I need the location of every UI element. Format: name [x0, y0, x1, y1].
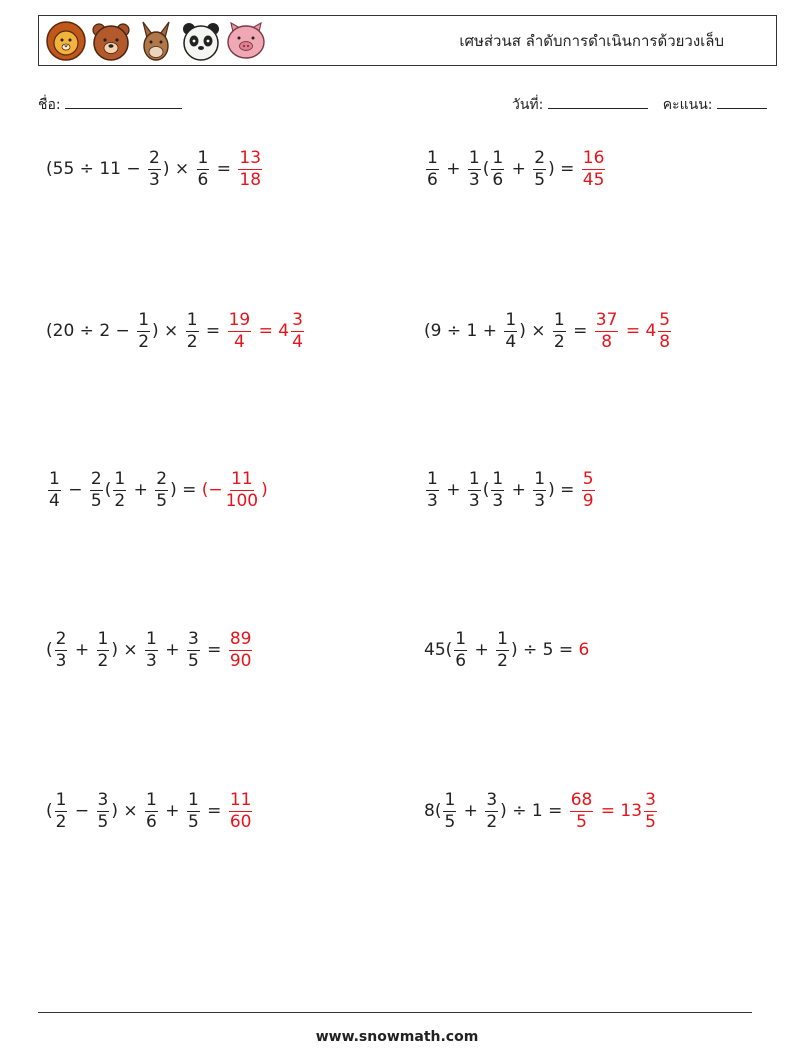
fraction — [48, 470, 61, 510]
fraction — [55, 630, 68, 670]
fraction — [443, 791, 456, 831]
lion-icon — [45, 20, 87, 62]
numerator: 37 — [595, 309, 618, 330]
numerator: 1 — [455, 628, 467, 649]
answer-text: 6 — [578, 640, 590, 660]
numerator: 1 — [97, 628, 109, 649]
expression-text: + — [69, 640, 95, 660]
fraction — [187, 630, 200, 670]
answer-fraction — [229, 791, 253, 831]
numerator: 19 — [228, 309, 251, 330]
expression-text: − — [62, 480, 88, 500]
expression-text: ( — [104, 480, 112, 500]
answer-text: = 4 — [620, 321, 657, 341]
worksheet-title: เศษส่วนส ลำดับการดำเนินการด้วยวงเล็บ — [459, 32, 724, 50]
numerator: 1 — [55, 789, 67, 810]
answer-text: (− — [201, 480, 223, 500]
numerator: 1 — [497, 628, 508, 649]
denominator: 3 — [468, 169, 480, 190]
fraction — [137, 311, 150, 351]
denominator: 2 — [138, 331, 150, 352]
denominator: 2 — [114, 490, 126, 511]
fraction — [553, 311, 566, 351]
score-label: คะแนน: — [662, 97, 713, 113]
pig-icon — [225, 20, 267, 62]
answer-fraction — [658, 311, 671, 351]
numerator: 2 — [156, 468, 168, 489]
denominator: 5 — [534, 169, 546, 190]
denominator: 6 — [146, 811, 157, 832]
problem-10 — [424, 783, 659, 839]
numerator: 2 — [55, 628, 67, 649]
fraction — [454, 630, 467, 670]
expression-text: ( — [46, 801, 53, 821]
expression-text: + — [506, 480, 532, 500]
problem-5 — [46, 462, 268, 518]
fraction — [97, 791, 110, 831]
numerator: 1 — [187, 789, 199, 810]
problem-9 — [46, 783, 254, 839]
expression-text: + — [458, 801, 484, 821]
denominator: 3 — [492, 490, 504, 511]
expression-text: 8( — [424, 801, 442, 821]
problem-3 — [46, 303, 306, 359]
expression-text: + — [159, 640, 185, 660]
expression-text: ) = — [548, 159, 580, 179]
panda-icon — [180, 20, 222, 62]
numerator: 1 — [146, 628, 157, 649]
denominator: 6 — [427, 169, 438, 190]
denominator: 4 — [234, 331, 245, 352]
numerator: 1 — [444, 789, 456, 810]
expression-text: ) × — [162, 159, 195, 179]
fraction — [504, 311, 517, 351]
numerator: 1 — [427, 147, 438, 168]
bear-icon — [90, 20, 132, 62]
expression-text: ) = — [170, 480, 202, 500]
expression-text: + — [440, 480, 466, 500]
expression-text: = — [567, 321, 593, 341]
fraction — [187, 791, 200, 831]
answer-fraction — [291, 311, 304, 351]
numerator: 3 — [486, 789, 498, 810]
fraction — [148, 149, 161, 189]
problem-4 — [424, 303, 673, 359]
numerator: 1 — [468, 468, 480, 489]
answer-fraction — [644, 791, 657, 831]
expression-text: ) × — [111, 640, 144, 660]
numerator: 1 — [468, 147, 480, 168]
denominator: 3 — [146, 650, 157, 671]
denominator: 2 — [97, 650, 109, 671]
footer-website: www.snowmath.com — [315, 1029, 479, 1045]
answer-fraction — [582, 470, 595, 510]
problem-1 — [46, 141, 264, 197]
donkey-icon — [135, 20, 177, 62]
answer-fraction — [582, 149, 606, 189]
numerator: 1 — [49, 468, 60, 489]
denominator: 8 — [601, 331, 613, 352]
expression-text: ) = — [548, 480, 580, 500]
denominator: 60 — [229, 811, 252, 832]
expression-text: ( — [482, 480, 490, 500]
numerator: 1 — [505, 309, 517, 330]
numerator: 3 — [645, 789, 656, 810]
denominator: 8 — [659, 331, 671, 352]
fraction — [491, 470, 504, 510]
numerator: 5 — [659, 309, 671, 330]
footer-divider — [38, 1012, 752, 1013]
denominator: 5 — [156, 490, 168, 511]
fraction — [145, 630, 158, 670]
denominator: 45 — [582, 169, 605, 190]
numerator: 11 — [231, 468, 253, 489]
expression-text: ) × — [519, 321, 551, 341]
numerator: 3 — [292, 309, 303, 330]
answer-fraction — [228, 311, 252, 351]
answer-fraction — [225, 470, 259, 510]
name-field — [38, 94, 182, 116]
expression-text: + — [128, 480, 154, 500]
numerator: 16 — [582, 147, 605, 168]
expression-text: = — [211, 159, 237, 179]
fraction — [145, 791, 158, 831]
expression-text: ) × — [152, 321, 184, 341]
score-blank — [717, 96, 767, 109]
denominator: 2 — [186, 331, 198, 352]
date-score-field — [512, 94, 767, 116]
fraction — [533, 149, 546, 189]
denominator: 2 — [553, 331, 565, 352]
numerator: 68 — [570, 789, 593, 810]
expression-text: 45( — [424, 640, 453, 660]
denominator: 4 — [505, 331, 517, 352]
denominator: 100 — [225, 490, 259, 511]
answer-fraction — [595, 311, 619, 351]
problem-2 — [424, 141, 607, 197]
numerator: 2 — [534, 147, 546, 168]
expression-text: ) ÷ 5 = — [510, 640, 579, 660]
denominator: 6 — [492, 169, 504, 190]
fraction — [113, 470, 126, 510]
expression-text: (20 ÷ 2 − — [46, 321, 136, 341]
denominator: 90 — [229, 650, 252, 671]
fraction — [55, 791, 68, 831]
fraction — [496, 630, 509, 670]
name-blank — [65, 96, 182, 109]
problem-6 — [424, 462, 597, 518]
denominator: 5 — [576, 811, 587, 832]
denominator: 5 — [90, 490, 102, 511]
fraction — [426, 470, 439, 510]
denominator: 6 — [455, 650, 467, 671]
numerator: 13 — [239, 147, 262, 168]
denominator: 5 — [187, 811, 199, 832]
denominator: 5 — [187, 650, 199, 671]
expression-text: + — [159, 801, 185, 821]
date-blank — [548, 96, 648, 109]
denominator: 5 — [97, 811, 109, 832]
answer-text: = 13 — [595, 801, 643, 821]
numerator: 2 — [149, 147, 160, 168]
expression-text: (55 ÷ 11 − — [46, 159, 146, 179]
fraction — [491, 149, 504, 189]
numerator: 1 — [114, 468, 126, 489]
answer-text: = 4 — [253, 321, 290, 341]
expression-text: − — [69, 801, 95, 821]
numerator: 1 — [197, 147, 209, 168]
numerator: 1 — [186, 309, 198, 330]
expression-text: + — [440, 159, 466, 179]
numerator: 1 — [492, 468, 504, 489]
answer-fraction — [570, 791, 594, 831]
numerator: 1 — [492, 147, 504, 168]
denominator: 3 — [149, 169, 160, 190]
name-label: ชื่อ: — [38, 97, 61, 113]
animal-icons — [45, 20, 267, 62]
answer-fraction — [229, 630, 253, 670]
expression-text: ( — [482, 159, 490, 179]
numerator: 1 — [553, 309, 565, 330]
problem-8 — [424, 622, 589, 678]
expression-text: = — [200, 321, 226, 341]
fraction — [468, 149, 481, 189]
numerator: 1 — [146, 789, 157, 810]
denominator: 2 — [55, 811, 67, 832]
answer-text: ) — [261, 480, 268, 500]
denominator: 3 — [468, 490, 480, 511]
numerator: 1 — [534, 468, 546, 489]
fraction — [90, 470, 103, 510]
expression-text: ) × — [111, 801, 144, 821]
fraction — [426, 149, 439, 189]
fraction — [485, 791, 498, 831]
expression-text: + — [506, 159, 532, 179]
numerator: 1 — [138, 309, 150, 330]
denominator: 18 — [239, 169, 262, 190]
denominator: 5 — [645, 811, 656, 832]
denominator: 3 — [427, 490, 438, 511]
fraction — [186, 311, 199, 351]
denominator: 2 — [486, 811, 498, 832]
numerator: 1 — [427, 468, 438, 489]
fraction — [533, 470, 546, 510]
fraction — [97, 630, 110, 670]
expression-text: ) ÷ 1 = — [500, 801, 568, 821]
denominator: 2 — [497, 650, 508, 671]
denominator: 4 — [49, 490, 60, 511]
fraction — [155, 470, 168, 510]
numerator: 3 — [187, 628, 199, 649]
expression-text: + — [469, 640, 495, 660]
numerator: 2 — [90, 468, 102, 489]
denominator: 4 — [292, 331, 303, 352]
answer-fraction — [238, 149, 262, 189]
problem-7 — [46, 622, 254, 678]
numerator: 89 — [229, 628, 252, 649]
date-label: วันที่: — [512, 97, 544, 113]
denominator: 6 — [197, 169, 209, 190]
expression-text: = — [201, 640, 227, 660]
numerator: 5 — [582, 468, 594, 489]
header-box — [38, 15, 777, 66]
denominator: 3 — [55, 650, 67, 671]
fraction — [468, 470, 481, 510]
denominator: 3 — [534, 490, 546, 511]
expression-text: ( — [46, 640, 53, 660]
numerator: 3 — [97, 789, 109, 810]
denominator: 5 — [444, 811, 456, 832]
denominator: 9 — [582, 490, 594, 511]
numerator: 11 — [229, 789, 252, 810]
expression-text: (9 ÷ 1 + — [424, 321, 503, 341]
fraction — [197, 149, 210, 189]
expression-text: = — [201, 801, 227, 821]
